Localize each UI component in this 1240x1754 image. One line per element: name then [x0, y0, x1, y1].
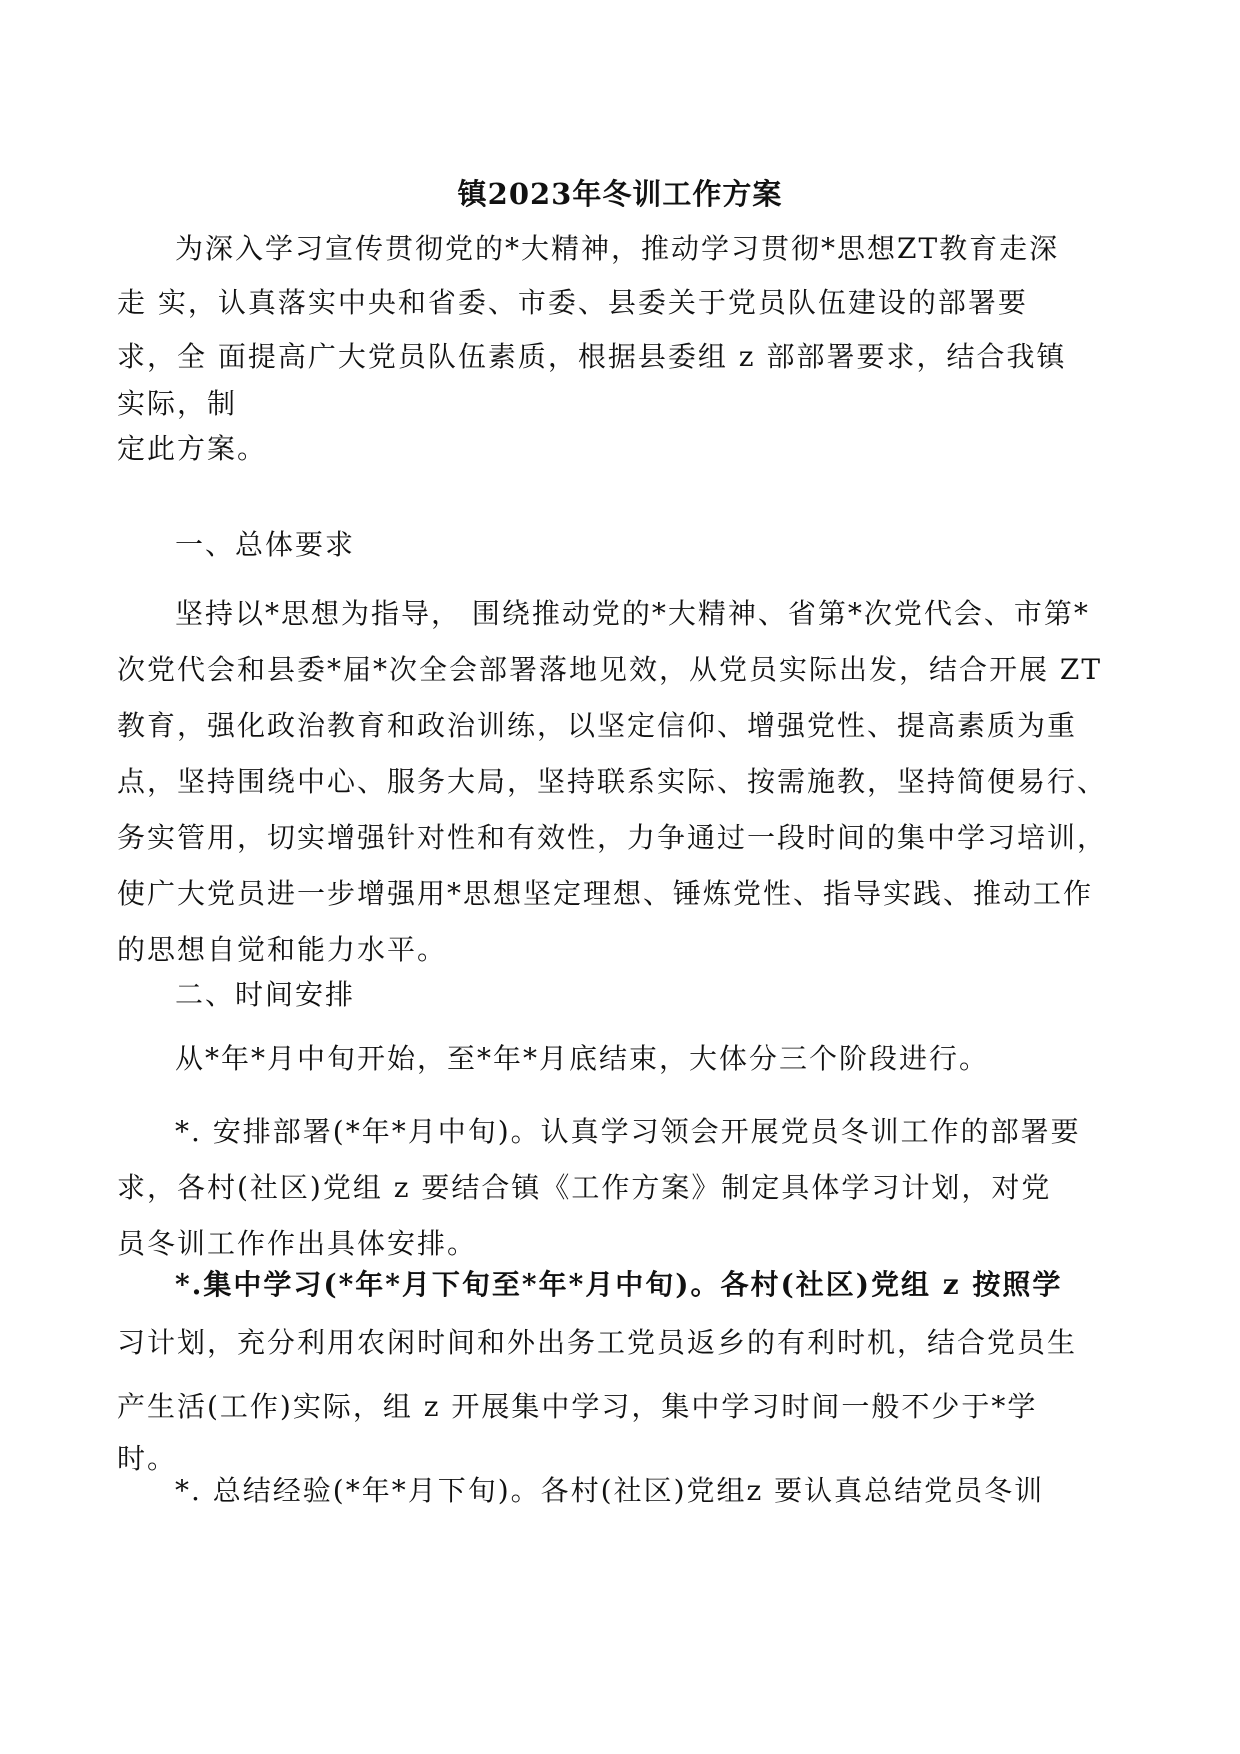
text-line: *.集中学习(*年*月下旬至*年*月中旬)。各村(社区)党组 z 按照学 [175, 1268, 1063, 1301]
document-title: 镇2023年冬训工作方案 [457, 177, 783, 211]
text-line: 为深入学习宣传贯彻党的*大精神，推动学习贯彻*思想ZT教育走深 [175, 232, 1060, 265]
text-line: 求，各村(社区)党组 z 要结合镇《工作方案》制定具体学习计划，对党 [117, 1171, 1052, 1204]
text-line: 务实管用，切实增强针对性和有效性，力争通过一段时间的集中学习培训， [117, 821, 1108, 854]
stage-centralized-study-paragraph [117, 1256, 1123, 1476]
text-line: 实际，制 [117, 387, 238, 420]
intro-paragraph [117, 222, 1123, 474]
text-line: 点，坚持围绕中心、服务大局，坚持联系实际、按需施教，坚持简便易行、 [117, 765, 1108, 798]
section-heading-schedule: 二、时间安排 [175, 978, 356, 1011]
text-line: 产生活(工作)实际，组 z 开展集中学习，集中学习时间一般不少于*学 [117, 1390, 1038, 1423]
schedule-summary: 从*年*月中旬开始，至*年*月底结束，大体分三个阶段进行。 [175, 1042, 990, 1075]
text-line: 员冬训工作作出具体安排。 [117, 1227, 478, 1260]
text-line: 习计划，充分利用农闲时间和外出务工党员返乡的有利时机，结合党员生 [117, 1326, 1078, 1359]
text-line: *. 总结经验(*年*月下旬)。各村(社区)党组z 要认真总结党员冬训 [175, 1474, 1045, 1507]
text-line: 求，全 面提高广大党员队伍素质，根据县委组 z 部部署要求，结合我镇 [117, 340, 1067, 373]
text-line: 坚持以*思想为指导， 围绕推动党的*大精神、省第*次党代会、市第* [175, 597, 1090, 630]
overall-requirements-paragraph [117, 586, 1123, 978]
section-heading-overall-requirements: 一、总体要求 [175, 528, 356, 561]
stage-deployment-paragraph [117, 1104, 1123, 1272]
text-line: 使广大党员进一步增强用*思想坚定理想、锤炼党性、指导实践、推动工作 [117, 877, 1094, 910]
text-line: 次党代会和县委*届*次全会部署落地见效，从党员实际出发，结合开展 ZT [117, 653, 1103, 686]
text-line: *. 安排部署(*年*月中旬)。认真学习领会开展党员冬训工作的部署要 [175, 1115, 1081, 1148]
text-line: 定此方案。 [117, 432, 268, 465]
text-line: 的思想自觉和能力水平。 [117, 933, 448, 966]
text-line: 时。 [117, 1442, 178, 1475]
text-line: 走 实，认真落实中央和省委、市委、县委关于党员队伍建设的部署要 [117, 286, 1028, 319]
stage-summary-paragraph [117, 1464, 1123, 1518]
text-line: 教育，强化政治教育和政治训练，以坚定信仰、增强党性、提高素质为重 [117, 709, 1078, 742]
